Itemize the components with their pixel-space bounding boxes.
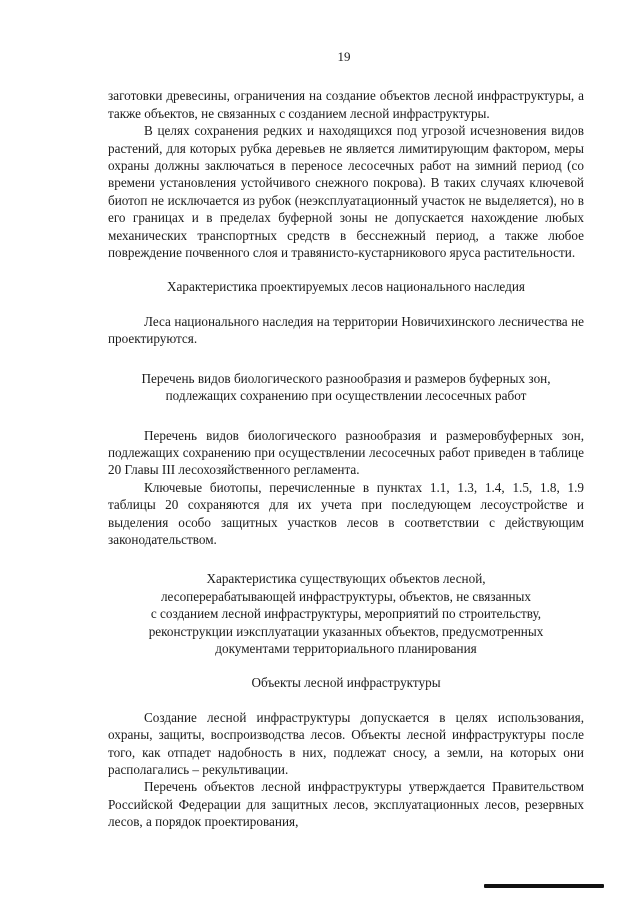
paragraph-infrastructure-creation: Создание лесной инфраструктуры допускается в целях использования, охраны, защиты, воспроизводства лесов. Объекты лесной инфраструктуры после того, как отпадет надобность в них, подлежат сносу, а земли, на которых они располагались – рекультивации. (108, 709, 584, 777)
heading-infrastructure-line3: с созданием лесной инфраструктуры, мероприятий по строительству, (150, 606, 542, 622)
paragraph-biodiversity-list: Перечень видов биологического разнообразия и размеровбуферных зон, подлежащих сохранению при осуществлении лесосечных работ приведен в таблице 20 Главы III лесохозяйственного регламента. (108, 427, 584, 478)
heading-biodiversity-line2: подлежащих сохранению при осуществлении лесосечных работ (165, 388, 527, 404)
heading-infrastructure-line4: реконструкции иэксплуатации указанных объектов, предусмотренных (148, 623, 544, 639)
heading-infrastructure-line2: лесоперерабатывающей инфраструктуры, объектов, не связанных (160, 588, 532, 604)
heading-biodiversity-line1: Перечень видов биологического разнообразия и размеров буферных зон, (141, 370, 551, 386)
heading-infrastructure-line5: документами территориального планирования (215, 640, 477, 656)
scan-mark-line (484, 884, 604, 888)
paragraph-national-heritage: Леса национального наследия на территории Новичихинского лесничества не проектируются. (108, 313, 584, 347)
paragraph-infrastructure-list: Перечень объектов лесной инфраструктуры утверждается Правительством Российской Федерации для защитных лесов, эксплуатационных лесов, резервных лесов, а порядок проектирования, (108, 779, 584, 830)
heading-infrastructure-line1: Характеристика существующих объектов лесной, (206, 571, 486, 587)
heading-forest-infrastructure: Объекты лесной инфраструктуры (251, 675, 441, 691)
document-page (108, 48, 584, 831)
paragraph-rare-species: В целях сохранения редких и находящихся под угрозой исчезновения видов растений, для которых рубка деревьев не является лимитирующим фактором, меры охраны должны заключаться в переносе лесосечных работ на зимний период (со времени установления устойчивого снежного покрова). В таких случаях ключевой биотоп не исключается из рубок (неэксплуатационный участок не выделяется), но в его границах и в пределах буферной зоны не допускается нахождение любых механических транспортных средств в бесснежный период, а также любое повреждение почвенного слоя и травянисто-кустарникового яруса растительности. (108, 123, 584, 261)
paragraph-key-biotopes: Ключевые биотопы, перечисленные в пунктах 1.1, 1.3, 1.4, 1.5, 1.8, 1.9 таблицы 20 сохраняются для их учета при последующем лесоустройстве и выделения особо защитных участков лесов в соответствии с действующим законодательством. (108, 479, 584, 547)
heading-national-heritage: Характеристика проектируемых лесов национального наследия (167, 279, 525, 295)
page-number: 19 (337, 49, 351, 64)
paragraph-continuation: заготовки древесины, ограничения на создание объектов лесной инфраструктуры, а также объектов, не связанных с созданием лесной инфраструктуры. (108, 88, 584, 121)
